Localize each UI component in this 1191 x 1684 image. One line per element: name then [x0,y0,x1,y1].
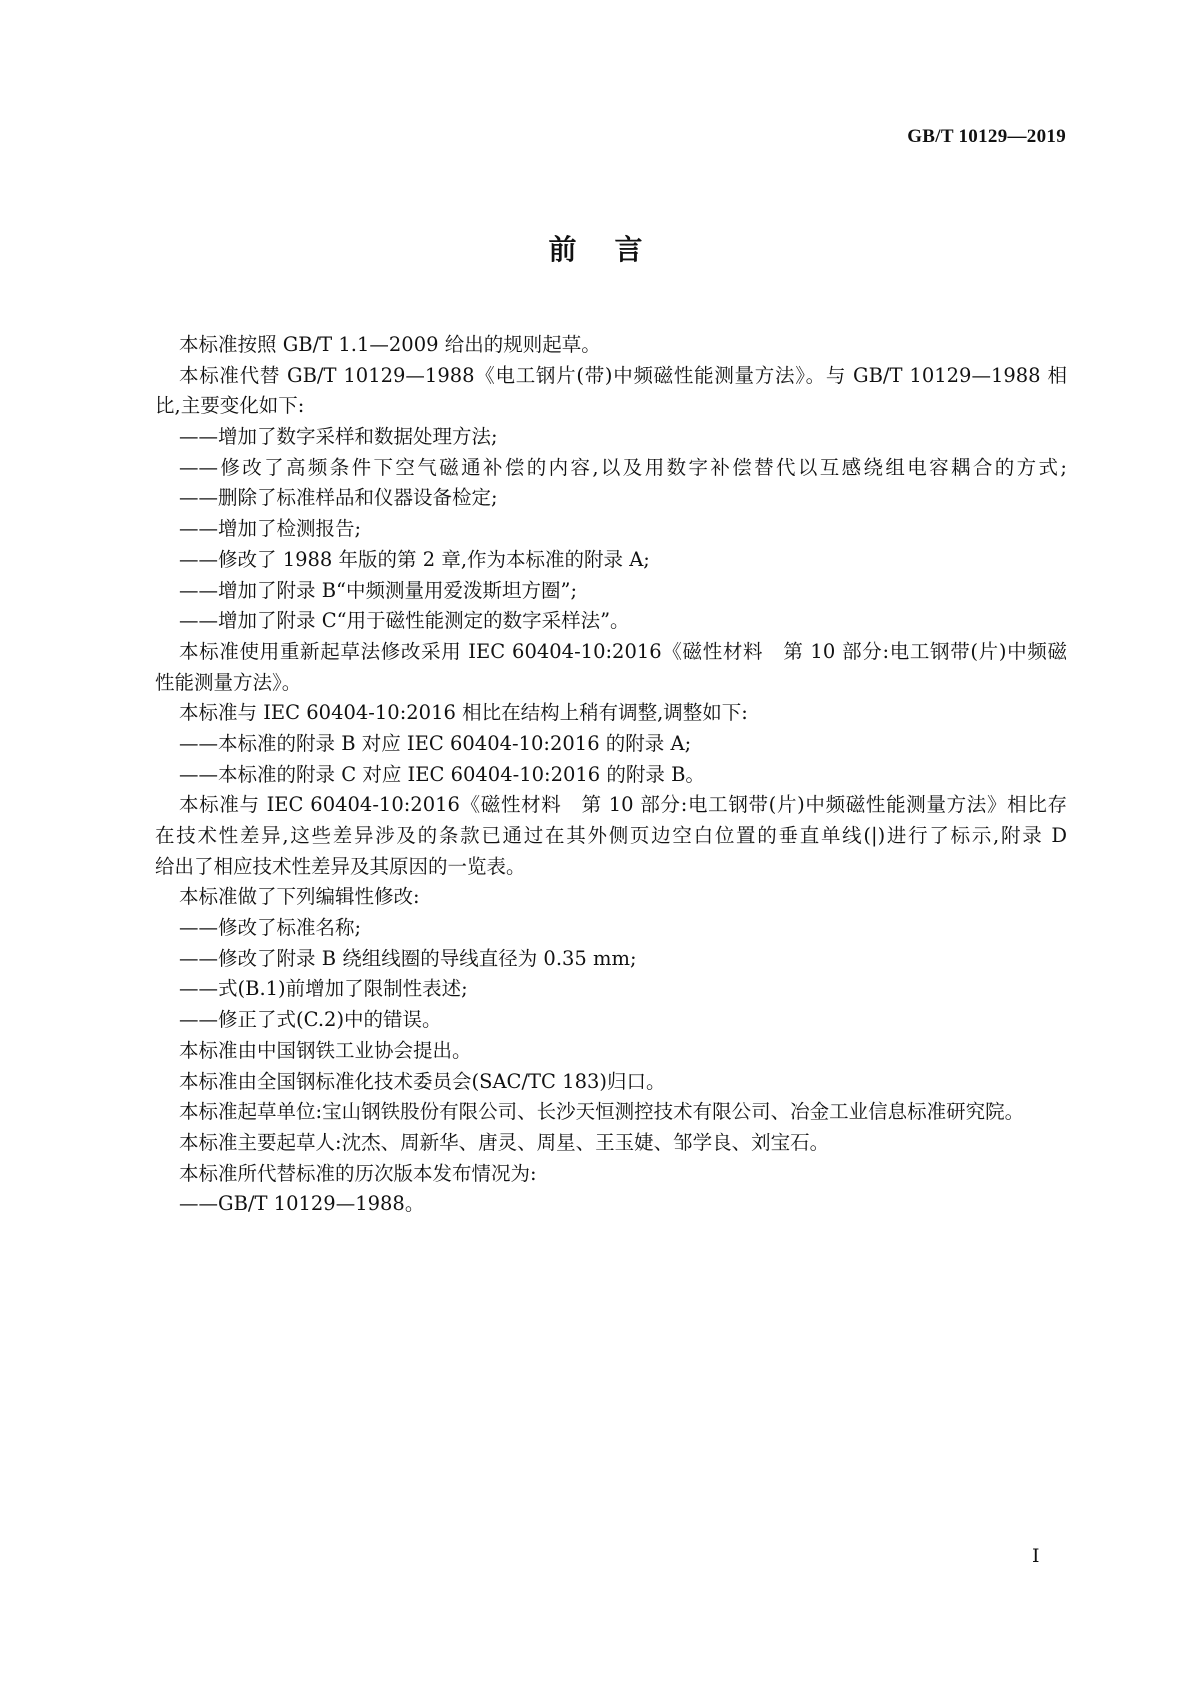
page-number: I [1032,1545,1040,1567]
text-line: 本标准所代替标准的历次版本发布情况为: [179,1161,537,1185]
text-line: ——式(B.1)前增加了限制性表述; [179,977,468,1001]
text-line: 本标准由中国钢铁工业协会提出。 [179,1038,472,1062]
text-line: ——修正了式(C.2)中的错误。 [179,1008,442,1032]
text-line: 本标准与 IEC 60404-10:2016 相比在结构上稍有调整,调整如下: [179,701,748,725]
text-line: ——GB/T 10129—1988。 [179,1192,425,1216]
text-line: 比,主要变化如下: [155,394,305,418]
standard-number-header: GB/T 10129—2019 [907,126,1066,147]
text-line: 本标准由全国钢标准化技术委员会(SAC/TC 183)归口。 [179,1069,666,1093]
text-line: ——修改了 1988 年版的第 2 章,作为本标准的附录 A; [179,547,650,571]
text-line: ——增加了附录 B“中频测量用爱泼斯坦方圈”; [179,578,578,602]
text-line: 本标准主要起草人:沈杰、周新华、唐灵、周星、王玉婕、邹学良、刘宝石。 [179,1130,830,1154]
text-line: 本标准代替 GB/T 10129—1988《电工钢片(带)中频磁性能测量方法》。与 GB/T 10129—1988 相 [179,363,1067,387]
text-line: 本标准使用重新起草法修改采用 IEC 60404-10:2016《磁性材料 第 10 部分:电工钢带(片)中频磁 [179,639,1067,663]
text-line: 本标准起草单位:宝山钢铁股份有限公司、长沙天恒测控技术有限公司、冶金工业信息标准研究院。 [179,1100,1025,1124]
text-line: ——修改了标准名称; [179,916,362,940]
text-line: ——修改了高频条件下空气磁通补偿的内容,以及用数字补偿替代以互感绕组电容耦合的方式; [179,455,1067,479]
text-line: ——增加了数字采样和数据处理方法; [179,425,498,449]
text-line: ——增加了附录 C“用于磁性能测定的数字采样法”。 [179,609,630,633]
page-title: 前言 [548,233,681,266]
text-line: ——增加了检测报告; [179,517,362,541]
text-line: 本标准与 IEC 60404-10:2016《磁性材料 第 10 部分:电工钢带(片)中频磁性能测量方法》相比存 [179,793,1067,817]
text-line: 本标准做了下列编辑性修改: [179,885,420,909]
text-line: ——本标准的附录 C 对应 IEC 60404-10:2016 的附录 B。 [179,762,705,786]
document-body [155,330,1067,1220]
text-line: 给出了相应技术性差异及其原因的一览表。 [155,854,526,878]
text-line: ——删除了标准样品和仪器设备检定; [179,486,498,510]
text-line: ——本标准的附录 B 对应 IEC 60404-10:2016 的附录 A; [179,731,692,755]
text-line: 性能测量方法》。 [155,670,302,694]
text-line: 本标准按照 GB/T 1.1—2009 给出的规则起草。 [179,333,601,356]
text-line: ——修改了附录 B 绕组线圈的导线直径为 0.35 mm; [179,946,637,970]
text-line: 在技术性差异,这些差异涉及的条款已通过在其外侧页边空白位置的垂直单线(|)进行了标示,附录 D [155,824,1067,847]
